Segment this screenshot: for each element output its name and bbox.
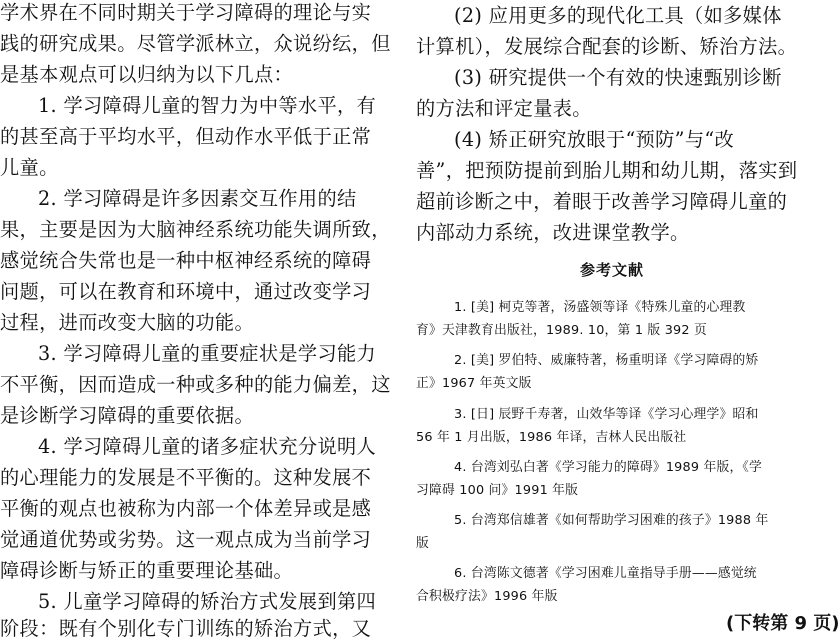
text-line: 5. 儿童学习障碍的矫治方式发展到第四 (38, 590, 377, 613)
text-line: 2. 学习障碍是许多因素交互作用的结 (38, 187, 357, 210)
text-line: 是诊断学习障碍的重要依据。 (0, 404, 254, 427)
text-line: 是基本观点可以归纳为以下几点： (0, 63, 294, 86)
reference-line: 版 (416, 536, 429, 551)
reference-line: 56 年 1 月出版，1986 年译，吉林人民出版社 (416, 430, 687, 445)
text-line: 障碍诊断与矫正的重要理论基础。 (0, 559, 294, 582)
reference-line: 习障碍 100 问》1991 年版 (416, 483, 579, 498)
reference-line: 3. [日] 辰野千寿著，山效华等译《学习心理学》昭和 (454, 407, 759, 422)
text-line: 1. 学习障碍儿童的智力为中等水平，有 (38, 94, 377, 117)
text-line: (2) 应用更多的现代化工具（如多媒体 (454, 4, 782, 27)
continued-on-page-note: (下转第 9 页) (726, 613, 840, 634)
reference-line: 6. 台湾陈文德著《学习困难儿童指导手册——感觉统 (454, 566, 757, 581)
text-line: 3. 学习障碍儿童的重要症状是学习能力 (38, 342, 377, 365)
text-line: 的心理能力的发展是不平衡的。这种发展不 (0, 466, 372, 489)
text-line: 践的研究成果。尽管学派林立，众说纷纭，但 (0, 32, 391, 55)
text-line: (3) 研究提供一个有效的快速甄别诊断 (454, 66, 782, 89)
text-line: 学术界在不同时期关于学习障碍的理论与实 (0, 1, 372, 24)
text-line: 超前诊断之中，着眼于改善学习障碍儿童的 (416, 190, 788, 213)
text-line: 儿童。 (0, 156, 59, 179)
text-line: 平衡的观点也被称为内部一个体差异或是感 (0, 497, 372, 520)
reference-line: 5. 台湾郑信雄著《如何帮助学习困难的孩子》1988 年 (454, 513, 769, 528)
reference-line: 育》天津教育出版社，1989. 10，第 1 版 392 页 (416, 323, 707, 338)
text-line: 善”，把预防提前到胎儿期和幼儿期，落实到 (416, 159, 798, 182)
reference-line: 4. 台湾刘弘白著《学习能力的障碍》1989 年版，《学 (454, 460, 763, 475)
text-line: 的甚至高于平均水平，但动作水平低于正常 (0, 125, 372, 148)
text-line: 阶段：既有个别化专门训练的矫治方式，又 (0, 617, 372, 640)
text-line: (4) 矫正研究放眼于“预防”与“改 (454, 128, 735, 151)
text-line: 感觉统合失常也是一种中枢神经系统的障碍 (0, 249, 372, 272)
text-line: 内部动力系统，改进课堂教学。 (416, 221, 690, 244)
text-line: 觉通道优势或劣势。这一观点成为当前学习 (0, 528, 372, 551)
reference-line: 1. [美] 柯克等著，汤盛领等译《特殊儿童的心理教 (454, 300, 746, 315)
reference-line: 2. [美] 罗伯特、威廉特著，杨重明译《学习障碍的矫 (454, 353, 759, 368)
text-line: 计算机），发展综合配套的诊断、矫治方法。 (416, 35, 798, 58)
reference-line: 合积极疗法》1996 年版 (416, 589, 558, 604)
text-line: 的方法和评定量表。 (416, 97, 592, 120)
text-line: 果，主要是因为大脑神经系统功能失调所致， (0, 218, 391, 241)
text-line: 不平衡，因而造成一种或多种的能力偏差，这 (0, 373, 391, 396)
references-heading: 参考文献 (579, 261, 644, 279)
text-line: 4. 学习障碍儿童的诸多症状充分说明人 (38, 435, 377, 458)
text-line: 问题，可以在教育和环境中，通过改变学习 (0, 280, 372, 303)
reference-line: 正》1967 年英文版 (416, 376, 532, 391)
text-line: 过程，进而改变大脑的功能。 (0, 311, 254, 334)
